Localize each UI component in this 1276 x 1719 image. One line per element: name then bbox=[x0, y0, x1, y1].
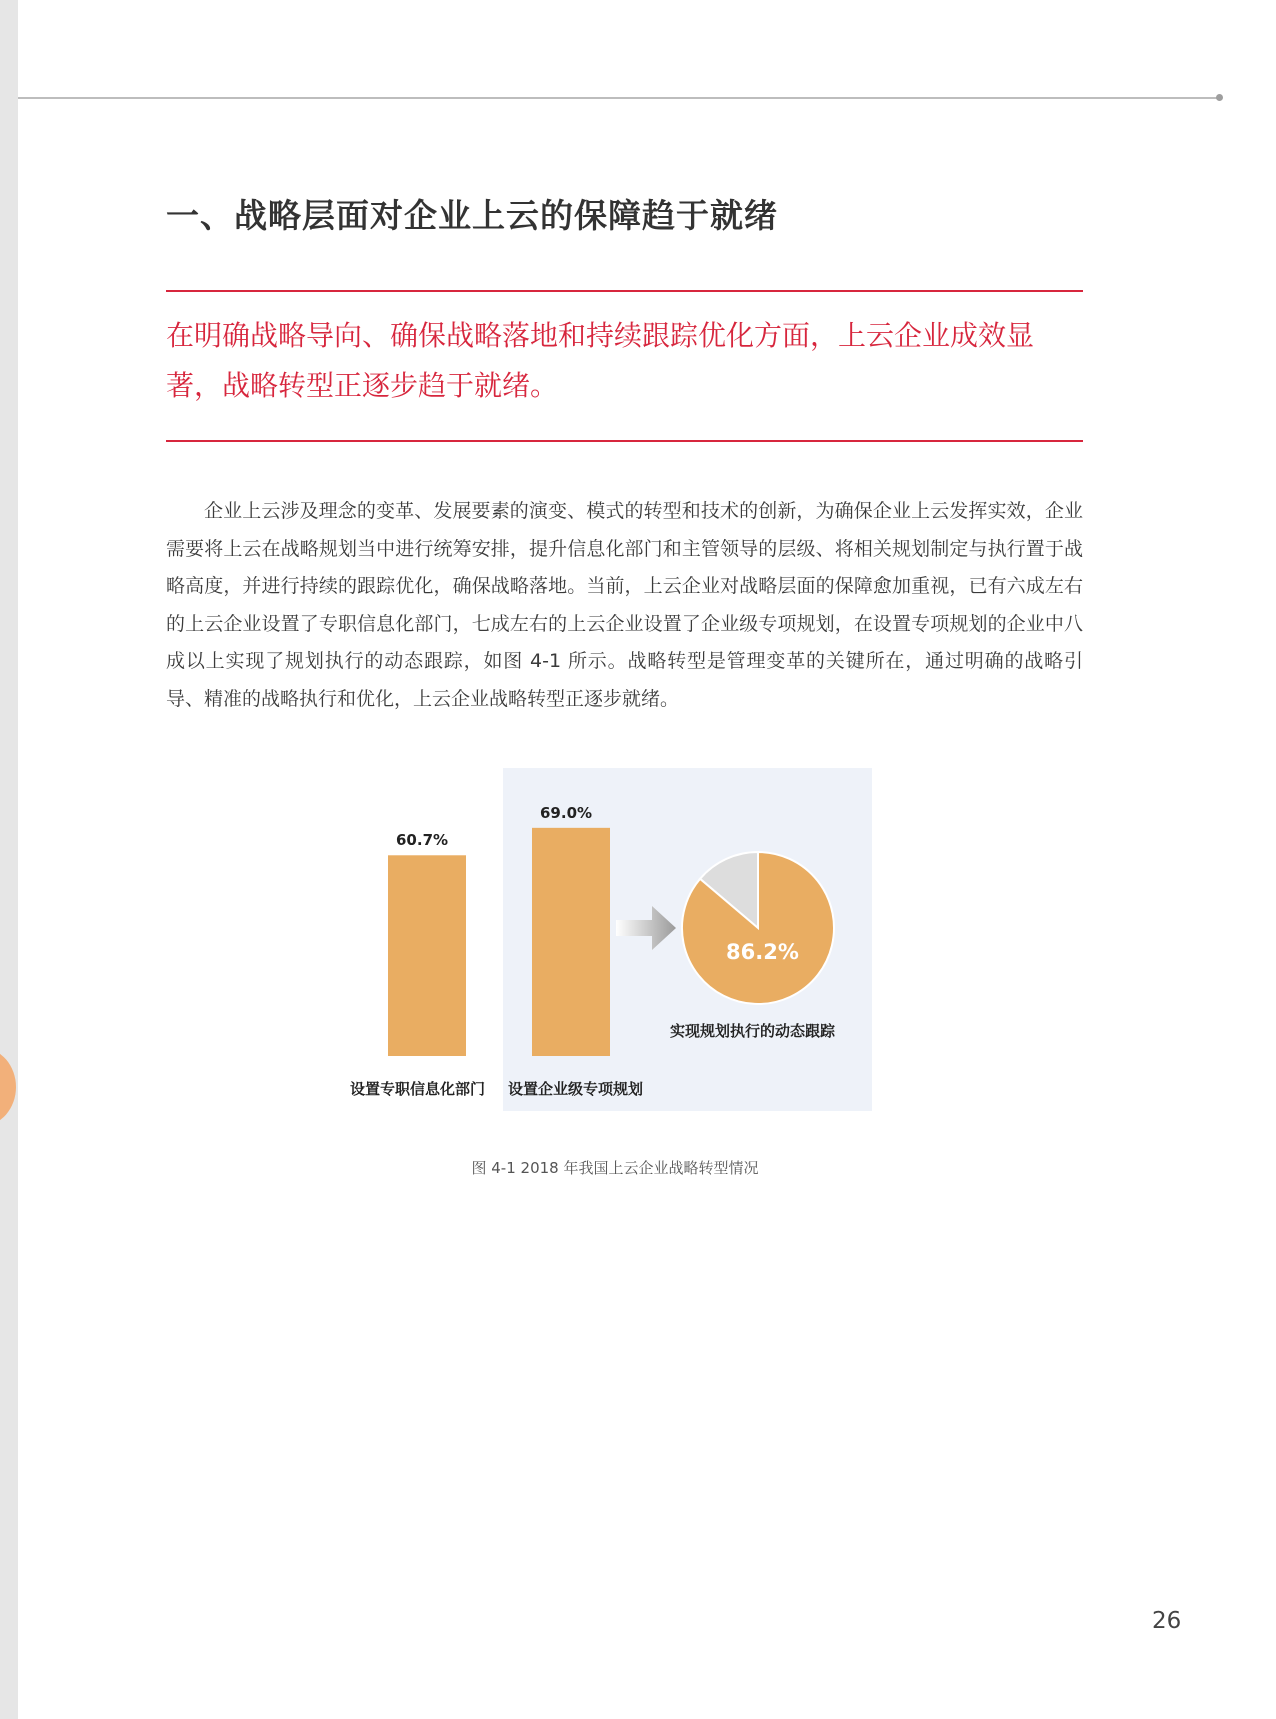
pie-caption: 实现规划执行的动态跟踪 bbox=[670, 1022, 836, 1040]
highlight-bottom-rule bbox=[166, 440, 1083, 442]
bar-enterprise-special-plan bbox=[532, 828, 610, 1056]
highlight-summary: 在明确战略导向、确保战略落地和持续跟踪优化方面，上云企业成效显著，战略转型正逐步趋于就绪。 bbox=[166, 319, 1035, 402]
highlight-top-rule bbox=[166, 290, 1083, 292]
chart-canvas bbox=[340, 768, 880, 1118]
left-margin-strip bbox=[0, 0, 18, 1719]
header-rule bbox=[18, 97, 1222, 99]
bar-dedicated-it-department bbox=[388, 855, 466, 1056]
figure-caption: 图 4-1 2018 年我国上云企业战略转型情况 bbox=[471, 1159, 759, 1177]
bar-category-label-0: 设置专职信息化部门 bbox=[350, 1080, 486, 1098]
bar-value-label-0: 60.7% bbox=[396, 831, 449, 850]
pie-value-label: 86.2% bbox=[726, 940, 799, 964]
body-paragraph: 企业上云涉及理念的变革、发展要素的演变、模式的转型和技术的创新，为确保企业上云发挥实效，企业需要将上云在战略规划当中进行统筹安排，提升信息化部门和主管领导的层级、将相关规划制定与执行置于战略高度，并进行持续的跟踪优化，确保战略落地。当前，上云企业对战略层面的保障愈加重视，已有六成左右的上云企业设置了专职信息化部门，七成左右的上云企业设置了企业级专项规划，在设置专项规划的企业中八成以上实现了规划执行的动态跟踪，如图 4-1 所示。战略转型是管理变革的关键所在，通过明确的战略引导、精准的战略执行和优化，上云企业战略转型正逐步就绪。 bbox=[166, 500, 1083, 710]
header-rule-dot bbox=[1216, 94, 1223, 101]
section-title: 一、战略层面对企业上云的保障趋于就绪 bbox=[166, 196, 778, 235]
bar-category-label-1: 设置企业级专项规划 bbox=[508, 1080, 644, 1098]
strategy-chart bbox=[340, 768, 880, 1118]
bar-value-label-1: 69.0% bbox=[540, 803, 593, 822]
page-number: 26 bbox=[1152, 1608, 1182, 1634]
